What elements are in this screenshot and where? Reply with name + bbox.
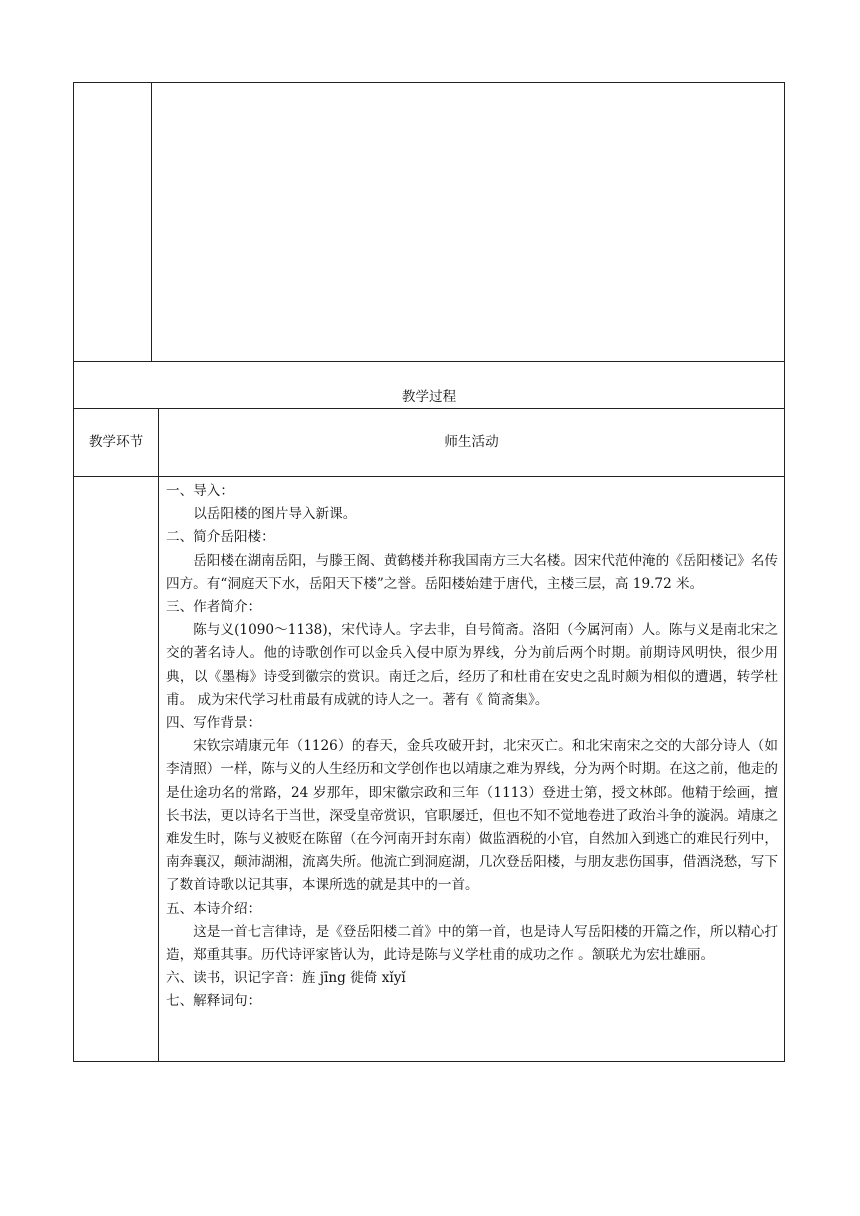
section-heading-intro: 一、导入： [166, 483, 234, 499]
row-line-3 [73, 476, 785, 477]
section-heading-background: 四、写作背景： [166, 715, 262, 732]
upper-row-divider [151, 82, 152, 362]
row-line-1 [73, 361, 785, 362]
section-title: 教学过程 [401, 389, 457, 405]
section-heading-explanation: 七、解释词句： [166, 993, 262, 1010]
lower-column-divider [158, 408, 159, 1062]
table-border-left [73, 82, 74, 1062]
column-header-stage: 教学环节 [88, 434, 144, 450]
table-border-top [73, 82, 785, 83]
section-heading-pronunciation: 六、读书，识记字音：旌 jīng 徙倚 xǐyǐ [166, 970, 406, 987]
activity-content [166, 480, 778, 1014]
section-body-poem: 这是一首七言律诗，是《登岳阳楼二首》中的第一首，也是诗人写岳阳楼的开篇之作，所以精心打造，郑重其事。历代诗评家皆认为，此诗是陈与义学杜甫的成功之作 。颔联尤为宏壮雄丽。 [166, 923, 778, 964]
table-border-right [784, 82, 785, 1062]
section-heading-author: 三、作者简介： [166, 599, 262, 616]
column-header-activity: 师生活动 [444, 434, 499, 450]
section-body-tower: 岳阳楼在湖南岳阳，与滕王阁、黄鹤楼并称我国南方三大名楼。因宋代范仲淹的《岳阳楼记》名传四方。有“洞庭天下水，岳阳天下楼”之誉。岳阳楼始建于唐代，主楼三层，高 19.72 米。 [166, 552, 778, 592]
section-heading-tower: 二、简介岳阳楼： [166, 529, 275, 546]
section-heading-poem: 五、本诗介绍： [166, 900, 262, 917]
section-body-intro: 以岳阳楼的图片导入新课。 [193, 506, 357, 523]
table-border-bottom [73, 1061, 785, 1062]
section-body-author: 陈与义(1090～1138)，宋代诗人。字去非，自号简斋。洛阳（今属河南）人。陈与义是南北宋之交的著名诗人。他的诗歌创作可以金兵入侵中原为界线，分为前后两个时期。前期诗风明快，很少用典，以《墨梅》诗受到徽宗的赏识。南迁之后，经历了和杜甫在安史之乱时颇为相似的遭遇，转学杜甫。 成为宋代学习杜甫最有成就的诗人之一。著有《 简斋集》。 [166, 622, 778, 708]
section-body-background: 宋钦宗靖康元年（1126）的春天，金兵攻破开封，北宋灭亡。和北宋南宋之交的大部分诗人（如李清照）一样，陈与义的人生经历和文学创作也以靖康之难为界线，分为两个时期。在这之前，他走的是仕途功名的常路，24 岁那年，即宋徽宗政和三年（1113）登进士第，授文林郎。他精于绘画，擅长书法，更以诗名于当世，深受皇帝赏识，官职屡迁，但也不知不觉地卷进了政治斗争的漩涡。靖康之难发生时，陈与义被贬在陈留（在今河南开封东南）做监酒税的小官，自然加入到逃亡的难民行列中，南奔襄汉，颠沛湖湘，流离失所。他流亡到洞庭湖，几次登岳阳楼，与朋友悲伤国事，借酒浇愁，写下了数首诗歌以记其事，本课所选的就是其中的一首。 [166, 738, 778, 894]
